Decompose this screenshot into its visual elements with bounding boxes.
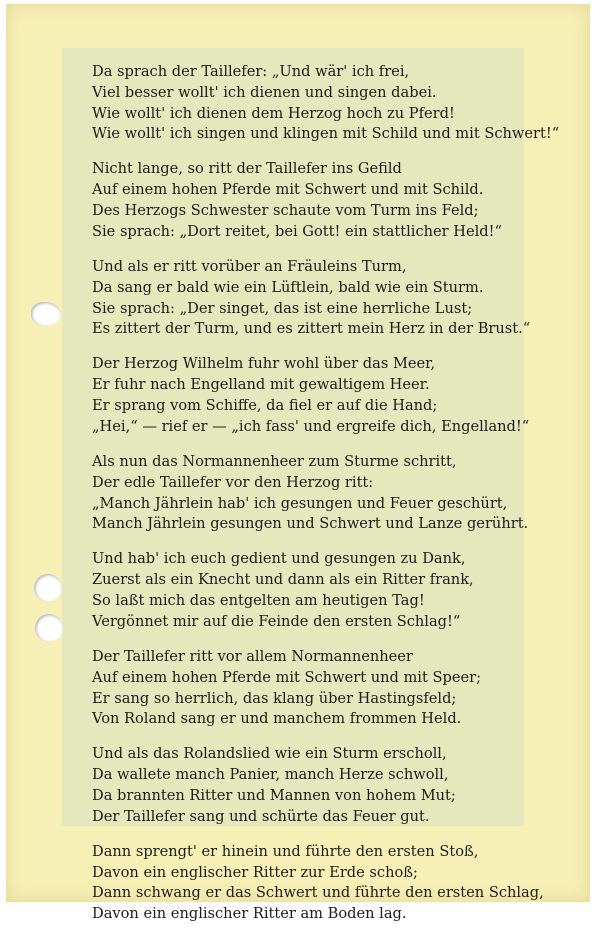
verse-line: Der edle Taillefer vor den Herzog ritt:	[92, 473, 374, 491]
verse-line: Und hab' ich euch gedient und gesungen zu Dank,	[92, 550, 466, 568]
verse-line: Der Taillefer sang und schürte das Feuer gut.	[92, 807, 430, 825]
verse-line: Nicht lange, so ritt der Taillefer ins Gefild	[92, 160, 402, 178]
stanza	[92, 62, 562, 145]
verse-line: Davon ein englischer Ritter am Boden lag.	[92, 905, 407, 923]
verse-line: So laßt mich das entgelten am heutigen Tag!	[92, 592, 425, 610]
verse-line: Er sang so herrlich, das klang über Hastingsfeld;	[92, 689, 457, 707]
verse-line: Wie wollt' ich dienen dem Herzog hoch zu Pferd!	[92, 104, 455, 122]
stanza	[92, 744, 562, 827]
poem-text	[92, 62, 562, 939]
verse-line: Und als das Rolandslied wie ein Sturm erscholl,	[92, 745, 447, 763]
verse-line: Davon ein englischer Ritter zur Erde schoß;	[92, 863, 418, 881]
stanza	[92, 452, 562, 535]
verse-line: Manch Jährlein gesungen und Schwert und Lanze gerührt.	[92, 515, 529, 533]
verse-line: Sie sprach: „Dort reitet, bei Gott! ein stattlicher Held!“	[92, 222, 502, 240]
verse-line: „Hei,“ — rief er — „ich fass' und ergreife dich, Engelland!“	[92, 417, 530, 435]
verse-line: Da wallete manch Panier, manch Herze schwoll,	[92, 766, 449, 784]
stanza	[92, 647, 562, 730]
verse-line: Als nun das Normannenheer zum Sturme schritt,	[92, 452, 457, 470]
punch-hole-torn	[31, 302, 61, 326]
stanza	[92, 257, 562, 340]
verse-line: Viel besser wollt' ich dienen und singen dabei.	[92, 83, 437, 101]
verse-line: Es zittert der Turm, und es zittert mein Herz in der Brust.“	[92, 320, 531, 338]
verse-line: Dann sprengt' er hinein und führte den ersten Stoß,	[92, 842, 479, 860]
punch-hole	[34, 574, 62, 602]
verse-line: Zuerst als ein Knecht und dann als ein Ritter frank,	[92, 571, 474, 589]
verse-line: Er fuhr nach Engelland mit gewaltigem Heer.	[92, 376, 430, 394]
punch-hole	[35, 614, 63, 642]
verse-line: „Manch Jährlein hab' ich gesungen und Feuer geschürt,	[92, 494, 508, 512]
stanza	[92, 354, 562, 437]
verse-line: Da sprach der Taillefer: „Und wär' ich frei,	[92, 63, 410, 80]
stanza	[92, 159, 562, 242]
verse-line: Da sang er bald wie ein Lüftlein, bald wie ein Sturm.	[92, 278, 484, 296]
verse-line: Und als er ritt vorüber an Fräuleins Turm,	[92, 257, 407, 275]
verse-line: Wie wollt' ich singen und klingen mit Schild und mit Schwert!“	[92, 125, 560, 143]
verse-line: Des Herzogs Schwester schaute vom Turm ins Feld;	[92, 202, 479, 220]
verse-line: Auf einem hohen Pferde mit Schwert und mit Speer;	[92, 668, 481, 686]
verse-line: Vergönnet mir auf die Feinde den ersten Schlag!“	[92, 612, 461, 630]
verse-line: Sie sprach: „Der singet, das ist eine herrliche Lust;	[92, 299, 473, 317]
verse-line: Da brannten Ritter und Mannen von hohem Mut;	[92, 786, 456, 804]
verse-line: Dann schwang er das Schwert und führte den ersten Schlag,	[92, 884, 544, 902]
verse-line: Er sprang vom Schiffe, da fiel er auf die Hand;	[92, 397, 438, 415]
verse-line: Der Taillefer ritt vor allem Normannenheer	[92, 647, 413, 665]
verse-line: Der Herzog Wilhelm fuhr wohl über das Meer,	[92, 355, 436, 373]
verse-line: Auf einem hohen Pferde mit Schwert und mit Schild.	[92, 181, 484, 199]
stanza	[92, 842, 562, 925]
verse-line: Von Roland sang er und manchem frommen Held.	[92, 710, 462, 728]
stanza	[92, 549, 562, 632]
